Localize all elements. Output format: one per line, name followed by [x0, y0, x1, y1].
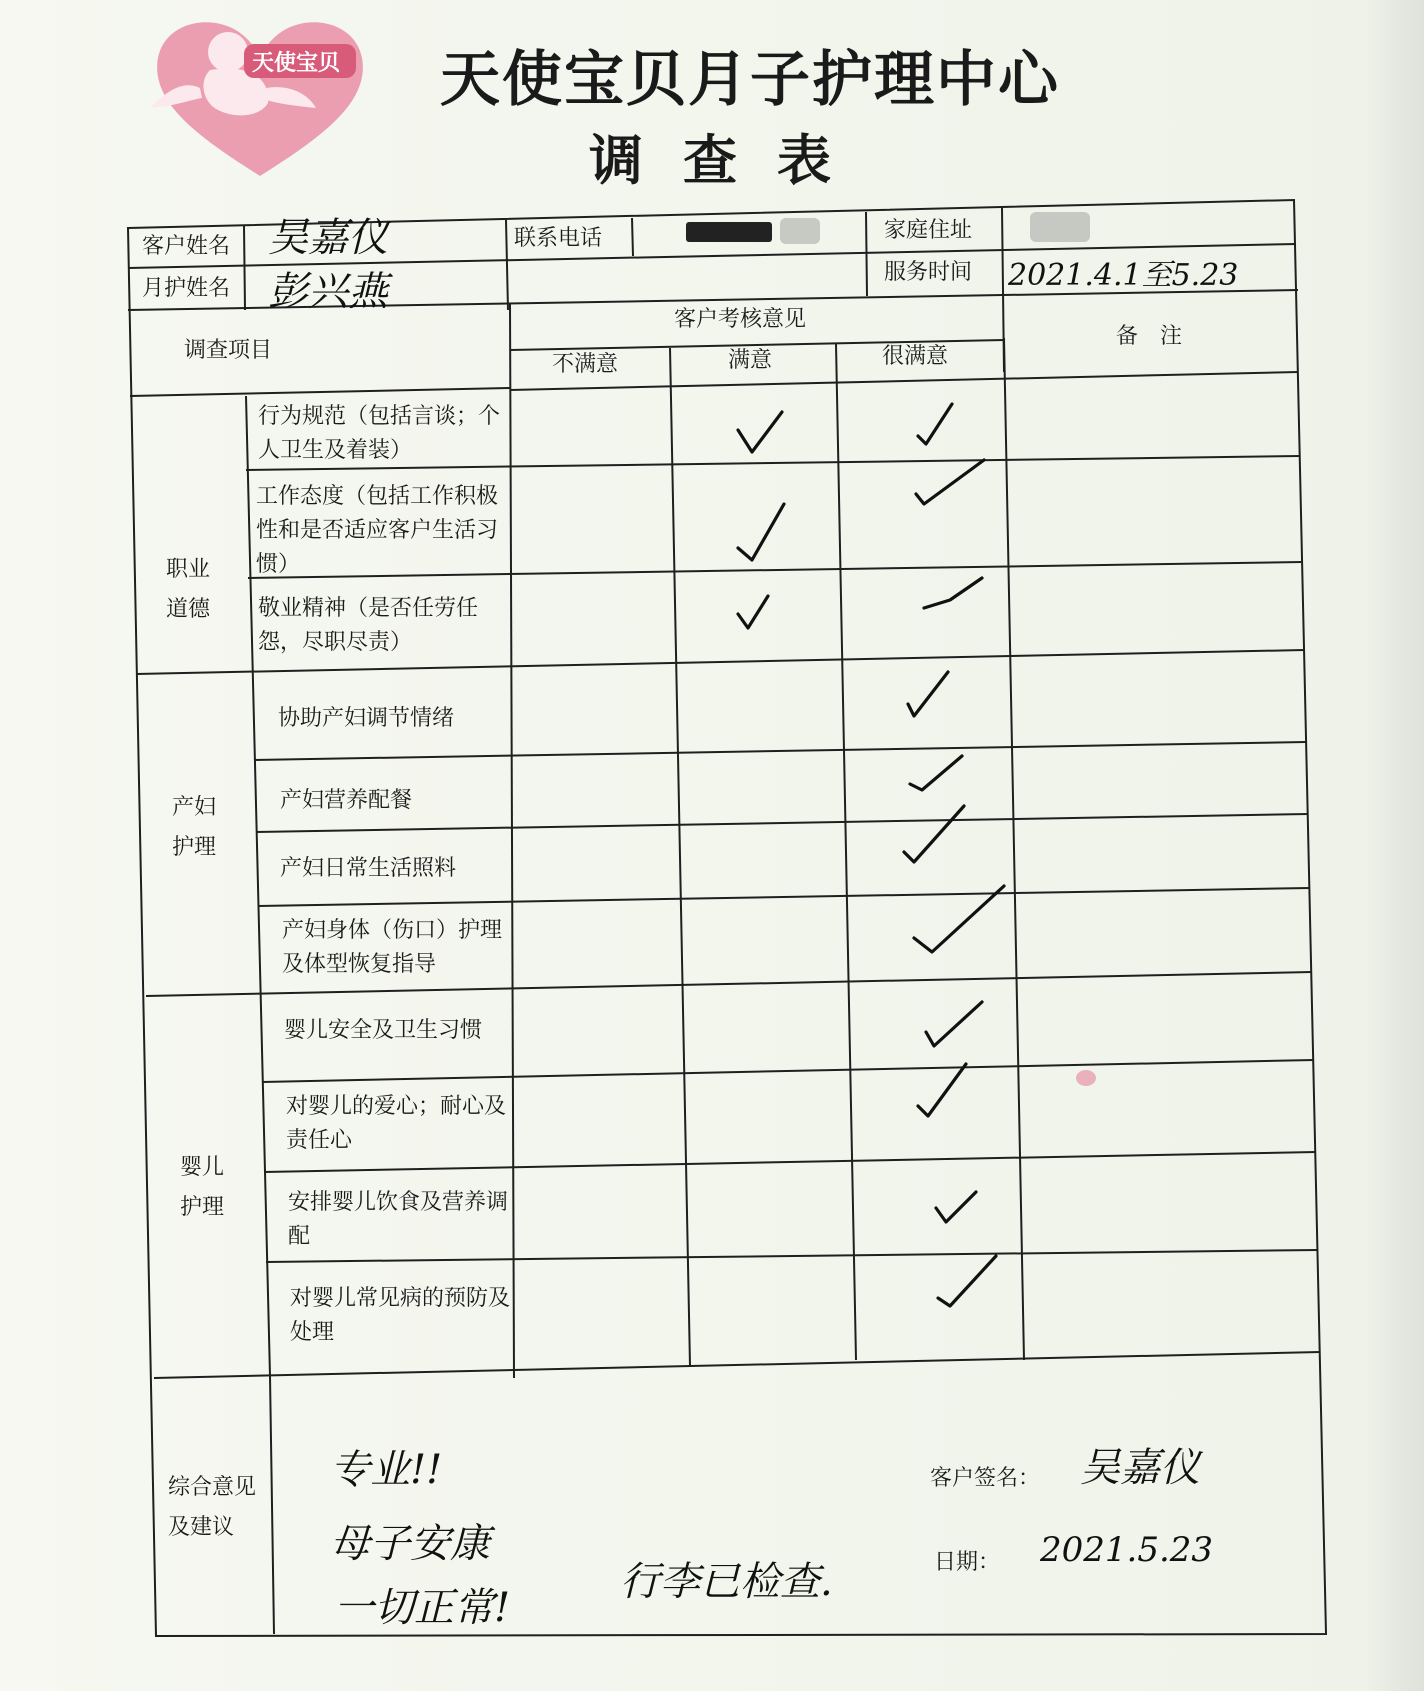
- item-infant-love: 对婴儿的爱心；耐心及责任心: [286, 1094, 507, 1153]
- customer-name-value: 吴嘉仪: [268, 215, 388, 261]
- ink-stain: [1076, 1070, 1096, 1086]
- item-infant-hygiene: 婴儿安全及卫生习惯: [284, 1018, 483, 1043]
- service-time-value: 2021.4.1至5.23: [1008, 258, 1239, 293]
- group-maternal-care: 产妇护理: [172, 795, 217, 860]
- nurse-name-value: 彭兴燕: [268, 269, 388, 315]
- logo-text: 天使宝贝: [252, 51, 341, 76]
- opinion-header: 客户考核意见: [674, 307, 807, 332]
- summary-label: 综合意见及建议: [168, 1475, 257, 1540]
- date-label: 日期：: [934, 1550, 1001, 1575]
- signature-label: 客户签名：: [930, 1466, 1041, 1491]
- group-professional-ethics: 职业道德: [166, 557, 211, 622]
- item-conduct: 行为规范（包括言谈；个人卫生及着装）: [258, 404, 501, 463]
- service-time-label: 服务时间: [884, 260, 973, 285]
- survey-items-header: 调查项目: [184, 338, 273, 363]
- phone-label: 联系电话: [514, 226, 603, 251]
- phone-redaction-blur: [780, 218, 820, 244]
- item-infant-illness: 对婴儿常见病的预防及处理: [290, 1286, 511, 1345]
- item-mood-support: 协助产妇调节情绪: [278, 706, 455, 731]
- signature-value: 吴嘉仪: [1080, 1445, 1200, 1491]
- address-label: 家庭住址: [884, 218, 973, 243]
- col-satisfied: 满意: [728, 348, 773, 373]
- remarks-header: 备 注: [1116, 324, 1183, 349]
- summary-comment-2: 母子安康: [330, 1521, 490, 1567]
- address-redaction: [1030, 212, 1090, 242]
- date-value: 2021.5.23: [1040, 1530, 1214, 1570]
- summary-comment-4: 行李已检查.: [620, 1559, 833, 1605]
- customer-name-label: 客户姓名: [142, 234, 231, 259]
- nurse-name-label: 月护姓名: [142, 276, 231, 301]
- summary-comment-1: 专业!!: [330, 1447, 443, 1493]
- item-nutrition: 产妇营养配餐: [280, 788, 413, 813]
- document-title: 天使宝贝月子护理中心: [440, 45, 1060, 115]
- group-infant-care: 婴儿护理: [180, 1155, 225, 1220]
- summary-comment-3: 一切正常!: [334, 1585, 511, 1631]
- col-unsatisfied: 不满意: [552, 352, 619, 377]
- phone-redaction: [686, 222, 772, 242]
- item-body-recovery: 产妇身体（伤口）护理及体型恢复指导: [282, 918, 503, 977]
- item-work-attitude: 工作态度（包括工作积极性和是否适应客户生活习惯）: [256, 484, 499, 577]
- col-very-satisfied: 很满意: [882, 344, 949, 369]
- document-subtitle: 调查表: [589, 128, 871, 192]
- item-infant-feeding: 安排婴儿饮食及营养调配: [288, 1190, 509, 1249]
- item-dedication: 敬业精神（是否任劳任怨，尽职尽责）: [258, 596, 479, 655]
- item-daily-care: 产妇日常生活照料: [280, 856, 457, 881]
